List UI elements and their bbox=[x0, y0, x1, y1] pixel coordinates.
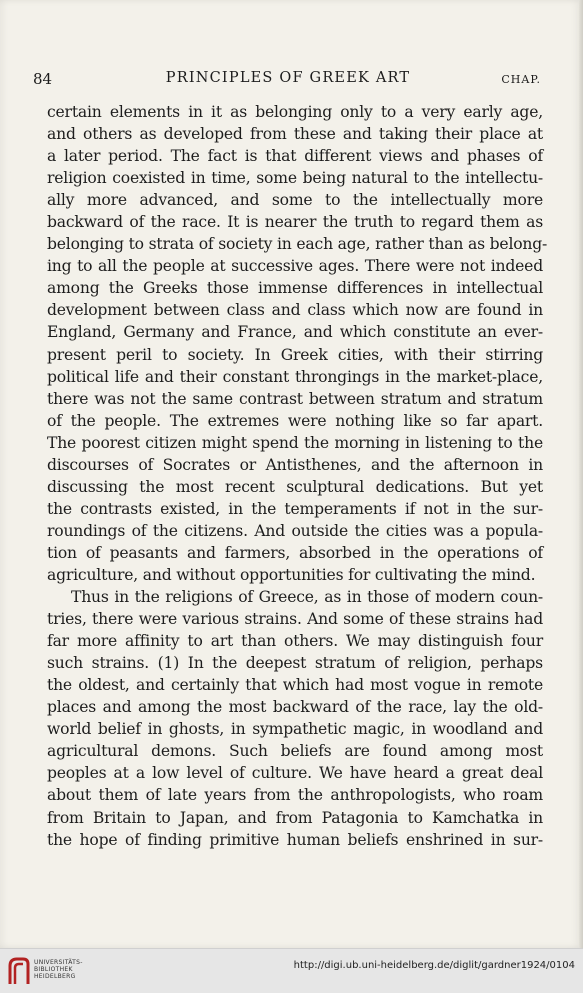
text-line: ally more advanced, and some to the intellectually more bbox=[47, 191, 543, 210]
paragraph bbox=[47, 586, 543, 851]
text-line: world belief in ghosts, in sympathetic magic, in woodland and bbox=[47, 720, 543, 739]
running-head bbox=[33, 70, 543, 92]
text-line: England, Germany and France, and which constitute an ever- bbox=[47, 323, 543, 342]
text-line: of the people. The extremes were nothing like so far apart. bbox=[47, 411, 543, 430]
text-line: the contrasts existed, in the temperaments if not in the sur- bbox=[47, 499, 543, 518]
text-line: agricultural demons. Such beliefs are found among most bbox=[47, 742, 543, 761]
library-name-line: HEIDELBERG bbox=[34, 973, 76, 980]
text-line: Thus in the religions of Greece, as in those of modern coun- bbox=[71, 588, 543, 607]
text-line: present peril to society. In Greek cities, with their stirring bbox=[47, 345, 543, 364]
text-line: among the Greeks those immense differences in intellectual bbox=[47, 279, 543, 298]
text-line: discussing the most recent sculptural dedications. But yet bbox=[47, 477, 543, 496]
library-name-line: UNIVERSITÄTS- bbox=[34, 959, 83, 966]
text-line: belonging to strata of society in each age, rather than as belong- bbox=[47, 235, 548, 254]
text-line: such strains. (1) In the deepest stratum of religion, perhaps bbox=[47, 654, 543, 673]
text-line: backward of the race. It is nearer the truth to regard them as bbox=[47, 213, 543, 232]
paragraph bbox=[47, 101, 548, 586]
page-number: 84 bbox=[33, 70, 53, 88]
text-line: political life and their constant throngings in the market-place, bbox=[47, 367, 543, 386]
text-line: development between class and class which now are found in bbox=[47, 301, 543, 320]
text-line: from Britain to Japan, and from Patagonia to Kamchatka in bbox=[47, 808, 543, 827]
text-line: there was not the same contrast between stratum and stratum bbox=[47, 389, 543, 408]
text-line: far more affinity to art than others. We may distinguish four bbox=[47, 632, 543, 651]
text-line: about them of late years from the anthropologists, who roam bbox=[47, 786, 543, 805]
chapter-abbreviation: CHAP. bbox=[501, 73, 541, 86]
page-edge-shadow bbox=[579, 0, 583, 948]
text-line: ing to all the people at successive ages. There were not indeed bbox=[47, 257, 543, 276]
library-name bbox=[34, 959, 83, 980]
library-name-line: BIBLIOTHEK bbox=[34, 966, 73, 973]
running-title: PRINCIPLES OF GREEK ART bbox=[165, 70, 411, 86]
text-line: tries, there were various strains. And some of these strains had bbox=[47, 610, 543, 629]
text-line: and others as developed from these and taking their place at bbox=[47, 125, 543, 144]
text-line: roundings of the citizens. And outside the cities was a popula- bbox=[47, 521, 543, 540]
text-line: religion coexisted in time, some being natural to the intellectu- bbox=[47, 169, 543, 188]
library-logo-icon bbox=[6, 956, 32, 986]
text-line: discourses of Socrates or Antisthenes, and the afternoon in bbox=[47, 455, 543, 474]
source-url-link[interactable]: http://digi.ub.uni-heidelberg.de/diglit/gardner1924/0104 bbox=[293, 960, 575, 971]
text-line: certain elements in it as belonging only to a very early age, bbox=[47, 103, 543, 121]
text-line: tion of peasants and farmers, absorbed in the operations of bbox=[47, 543, 543, 562]
text-line: a later period. The fact is that different views and phases of bbox=[47, 147, 543, 166]
body-text bbox=[47, 101, 548, 851]
text-line: agriculture, and without opportunities for cultivating the mind. bbox=[47, 565, 536, 584]
text-line: The poorest citizen might spend the morning in listening to the bbox=[47, 433, 543, 452]
text-line: the oldest, and certainly that which had most vogue in remote bbox=[47, 676, 543, 695]
text-line: places and among the most backward of the race, lay the old- bbox=[47, 698, 543, 717]
digitization-footer bbox=[0, 948, 583, 993]
text-line: peoples at a low level of culture. We have heard a great deal bbox=[47, 764, 543, 783]
text-line: the hope of finding primitive human beliefs enshrined in sur- bbox=[47, 830, 543, 849]
